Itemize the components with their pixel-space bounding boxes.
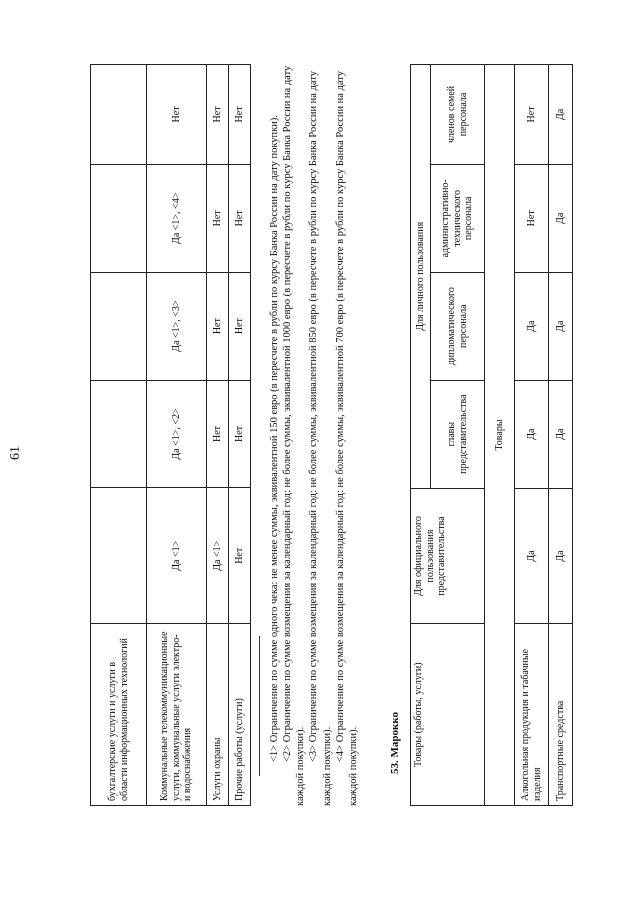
table-cell: Да <1> bbox=[147, 488, 207, 624]
header-goods: Товары (работы, услуги) bbox=[411, 624, 485, 806]
table-cell: Транспортные средства bbox=[549, 624, 573, 806]
table-cell: Нет bbox=[147, 65, 207, 165]
table-cell bbox=[91, 380, 147, 488]
table-cell: Да bbox=[549, 164, 573, 272]
table-row bbox=[485, 65, 515, 806]
header-family: членов семей персонала bbox=[431, 65, 485, 165]
table-cell: Да bbox=[549, 488, 573, 624]
table-row bbox=[549, 65, 573, 806]
morocco-benefits-table bbox=[410, 64, 573, 806]
table-row bbox=[147, 65, 207, 806]
table-cell: Да bbox=[515, 380, 549, 488]
table-cell: Нет bbox=[207, 272, 229, 380]
header-diplomatic: дипломатического персонала bbox=[431, 272, 485, 380]
table-cell bbox=[91, 164, 147, 272]
table-cell: Нет bbox=[229, 65, 251, 165]
benefits-table-continued bbox=[90, 64, 251, 806]
table-cell: Да <1>, <4> bbox=[147, 164, 207, 272]
footnote-3: <3> Ограничение по сумме возмещения за календарный год: не более суммы, эквивалентной 850 евро (в пересчете в рубли по курсу Банка России на дату каждой покупки). bbox=[308, 70, 333, 806]
table-cell: Нет bbox=[207, 380, 229, 488]
footnote-1: <1> Ограничение по сумме одного чека: не менее суммы, эквивалентной 150 евро (в пересчете в рубли по курсу Банка России на дату покупки). bbox=[269, 114, 280, 762]
table-cell: Нет bbox=[207, 164, 229, 272]
section-row: Товары bbox=[485, 65, 515, 806]
table-cell: Нет bbox=[515, 164, 549, 272]
table-row bbox=[207, 65, 229, 806]
footnote-2: <2> Ограничение по сумме возмещения за календарный год: не более суммы, эквивалентной 1000 евро (в пересчете в рубли по курсу Банка России на дату каждой покупки). bbox=[282, 65, 307, 806]
table-cell: бухгалтерские услуги и услуги в области информационных технологий bbox=[91, 624, 147, 806]
table-row bbox=[229, 65, 251, 806]
table-cell: Да bbox=[549, 65, 573, 165]
table-cell: Да <1> bbox=[207, 488, 229, 624]
table-cell: Да <1>, <3> bbox=[147, 272, 207, 380]
table-cell: Услуги охраны bbox=[207, 624, 229, 806]
table-cell: Да bbox=[549, 380, 573, 488]
footnote-separator bbox=[259, 636, 260, 776]
table-row bbox=[515, 65, 549, 806]
table-cell: Да bbox=[515, 488, 549, 624]
table-cell bbox=[91, 272, 147, 380]
table-cell: Прочие работы (услуги) bbox=[229, 624, 251, 806]
header-official: Для официального пользования представительства bbox=[411, 488, 485, 624]
table-cell: Нет bbox=[515, 65, 549, 165]
table-cell: Нет bbox=[207, 65, 229, 165]
footnote-4: <4> Ограничение по сумме возмещения за календарный год: не более суммы, эквивалентной 700 евро (в пересчете в рубли по курсу Банка России на дату каждой покупки). bbox=[334, 70, 359, 806]
footnotes bbox=[268, 46, 360, 806]
page-number: 61 bbox=[8, 446, 23, 460]
table-cell: Нет bbox=[229, 164, 251, 272]
header-personal: Для личного пользования bbox=[411, 65, 431, 489]
section-title: 53. Марокко bbox=[389, 711, 401, 774]
table-row bbox=[91, 65, 147, 806]
table-cell: Алкогольная продукция и табачные изделия bbox=[515, 624, 549, 806]
table-cell: Да bbox=[549, 272, 573, 380]
table-cell: Коммунальные телекоммуникационные услуги, коммунальные услуги электро- и водоснабжения bbox=[147, 624, 207, 806]
header-admin: административно-технического персонала bbox=[431, 164, 485, 272]
table-cell bbox=[91, 65, 147, 165]
table-cell bbox=[91, 488, 147, 624]
table-cell: Нет bbox=[229, 272, 251, 380]
table-cell: Да bbox=[515, 272, 549, 380]
table-cell: Нет bbox=[229, 380, 251, 488]
table-cell: Нет bbox=[229, 488, 251, 624]
table-header-row bbox=[411, 65, 431, 806]
header-head: главы представительства bbox=[431, 380, 485, 488]
table-cell: Да <1>, <2> bbox=[147, 380, 207, 488]
